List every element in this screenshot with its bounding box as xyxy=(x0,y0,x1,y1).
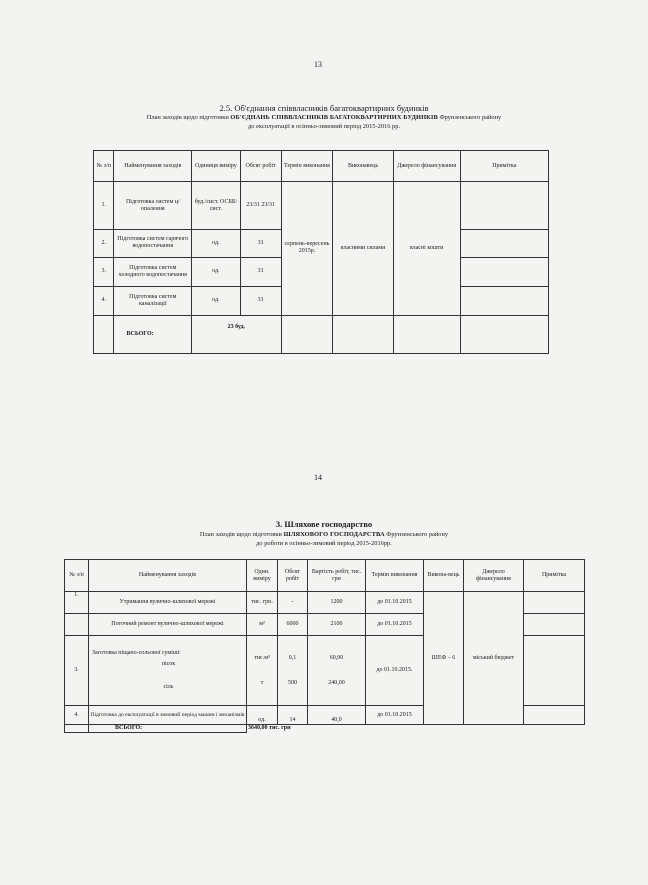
plan-suffix: Фрунзенського району xyxy=(386,531,449,538)
row-cost: 40,0 xyxy=(308,706,366,725)
row-name xyxy=(89,636,247,706)
section-title: 3. Шляхове господарство xyxy=(275,519,373,529)
source-cell: власні кошти xyxy=(393,182,460,316)
note-cell xyxy=(524,706,585,725)
term-cell: серпень-вересень 2015р. xyxy=(281,182,333,316)
row-num: 4. xyxy=(65,706,89,725)
row-num: 4. xyxy=(94,286,114,315)
row-name: Підготовка до експлуатації в зимовий період машин і механізмів xyxy=(89,706,247,725)
row-volume: 31 xyxy=(240,286,281,315)
plan-bold: ОБ'ЄДНАНЬ СПІВВЛАСНИКІВ БАГАТОКВАРТИРНИХ БУДИНКІВ xyxy=(230,114,438,121)
header-source: Джерело фінансування xyxy=(393,151,460,182)
row-volume: 23/31 23/31 xyxy=(240,182,281,230)
plan-title xyxy=(0,113,648,122)
plan-title xyxy=(0,530,648,539)
header-num: № з/п xyxy=(94,151,114,182)
volume-salt: 500 xyxy=(288,679,297,686)
header-executor: Виконавець xyxy=(333,151,393,182)
total-row xyxy=(65,725,585,733)
row-volume: 14 xyxy=(278,706,308,725)
plan-prefix: План заходів щодо підготовки xyxy=(199,531,282,538)
row-volume xyxy=(278,636,308,706)
section-title: 2.5. Об'єднання співвласників багатоквартирних будинків xyxy=(219,103,429,113)
row-unit: од. xyxy=(192,230,241,257)
header-unit: Одиниця виміру xyxy=(192,151,241,182)
executor-cell: ШЕФ – 6 xyxy=(424,592,464,725)
note-cell xyxy=(460,286,548,315)
header-note: Примітка xyxy=(460,151,548,182)
row-volume: 31 xyxy=(240,257,281,286)
row-name: Підготовка систем ц/опалення xyxy=(114,182,192,230)
osbb-plan-table xyxy=(93,150,549,354)
page-number: 13 xyxy=(314,60,322,69)
header-executor: Викона-вець xyxy=(424,560,464,592)
header-term: Термін виконання xyxy=(366,560,424,592)
row-num: 3. xyxy=(65,636,89,706)
header-cost: Вартість робіт, тис. грн xyxy=(308,560,366,592)
row-volume: 31 xyxy=(240,230,281,257)
table-row xyxy=(65,592,585,614)
row-volume: - xyxy=(278,592,308,614)
header-volume: Обсяг робіт xyxy=(240,151,281,182)
note-cell xyxy=(460,182,548,230)
row-unit: од. xyxy=(247,706,278,725)
cost-sand: 60,00 xyxy=(329,654,344,661)
plan-bold: ШЛЯХОВОГО ГОСПОДАРСТВА xyxy=(283,531,385,538)
note-cell xyxy=(524,592,585,614)
header-term: Термін виконання xyxy=(281,151,333,182)
row-unit xyxy=(247,636,278,706)
total-label: ВСЬОГО: xyxy=(114,315,192,353)
row-term: до 01.10.2015 xyxy=(366,706,424,725)
row-unit: буд./сист. ОСББ/сист. xyxy=(192,182,241,230)
header-volume: Обсяг робіт xyxy=(278,560,308,592)
header-source: Джерело фінансування xyxy=(464,560,524,592)
row-term: до 01.10.2015. xyxy=(366,636,424,706)
unit-salt: т xyxy=(260,679,264,686)
row-num: 3. xyxy=(94,257,114,286)
row-cost: 2100 xyxy=(308,614,366,636)
row-term: до 01.10.2015 xyxy=(366,592,424,614)
row-unit: тис. грн. xyxy=(247,592,278,614)
note-cell xyxy=(460,257,548,286)
header-name: Найменування заходів xyxy=(114,151,192,182)
total-value: 3640,00 тис. грн xyxy=(247,725,585,733)
row-unit: м² xyxy=(247,614,278,636)
row-name: Поточний ремонт вулично-шляхової мережі xyxy=(89,614,247,636)
row-name: Підготовка систем холодного водопостачання xyxy=(114,257,192,286)
plan-suffix: Фрунзенського району xyxy=(439,114,502,121)
row-num xyxy=(65,614,89,636)
row-name: Підготовка систем гарячого водопостачання xyxy=(114,230,192,257)
source-cell: міський бюджет xyxy=(464,592,524,725)
cost-salt: 240,00 xyxy=(328,679,345,686)
mixture-label: Заготовка піщано-сольової суміші: xyxy=(92,650,181,656)
mixture-salt: сіль xyxy=(163,684,174,690)
total-row xyxy=(94,315,549,353)
unit-sand: тис.м³ xyxy=(254,654,270,661)
header-num: № з/п xyxy=(65,560,89,592)
row-name: Підготовка систем каналізації xyxy=(114,286,192,315)
note-cell xyxy=(524,614,585,636)
row-term: до 01.10.2015 xyxy=(366,614,424,636)
row-unit: од. xyxy=(192,286,241,315)
header-unit: Один. виміру xyxy=(247,560,278,592)
note-cell xyxy=(460,230,548,257)
table-row xyxy=(94,182,549,230)
note-cell xyxy=(524,636,585,706)
page-number: 14 xyxy=(314,473,322,482)
header-name: Найменування заходів xyxy=(89,560,247,592)
row-cost xyxy=(308,636,366,706)
row-num: 2. xyxy=(94,230,114,257)
plan-subtitle: до експлуатації в осінньо-зимовий період 2015-2016 рр. xyxy=(248,123,400,130)
plan-subtitle: до роботи в осінньо-зимовий період 2015-2016рр. xyxy=(256,540,392,547)
row-cost: 1200 xyxy=(308,592,366,614)
executor-cell: власними силами xyxy=(333,182,393,316)
total-label: ВСЬОГО: xyxy=(89,725,247,733)
total-value: 23 буд. xyxy=(192,315,281,353)
plan-prefix: План заходів щодо підготовки xyxy=(146,114,229,121)
row-volume: 6000 xyxy=(278,614,308,636)
row-num: 1. xyxy=(94,182,114,230)
row-unit: од. xyxy=(192,257,241,286)
volume-sand: 0,1 xyxy=(288,654,297,661)
row-name: Утримання вулично-шляхової мережі xyxy=(89,592,247,614)
road-plan-table xyxy=(64,559,585,733)
row-num: 1. xyxy=(65,592,89,614)
header-note: Примітка xyxy=(524,560,585,592)
mixture-sand: пісок xyxy=(161,661,176,667)
